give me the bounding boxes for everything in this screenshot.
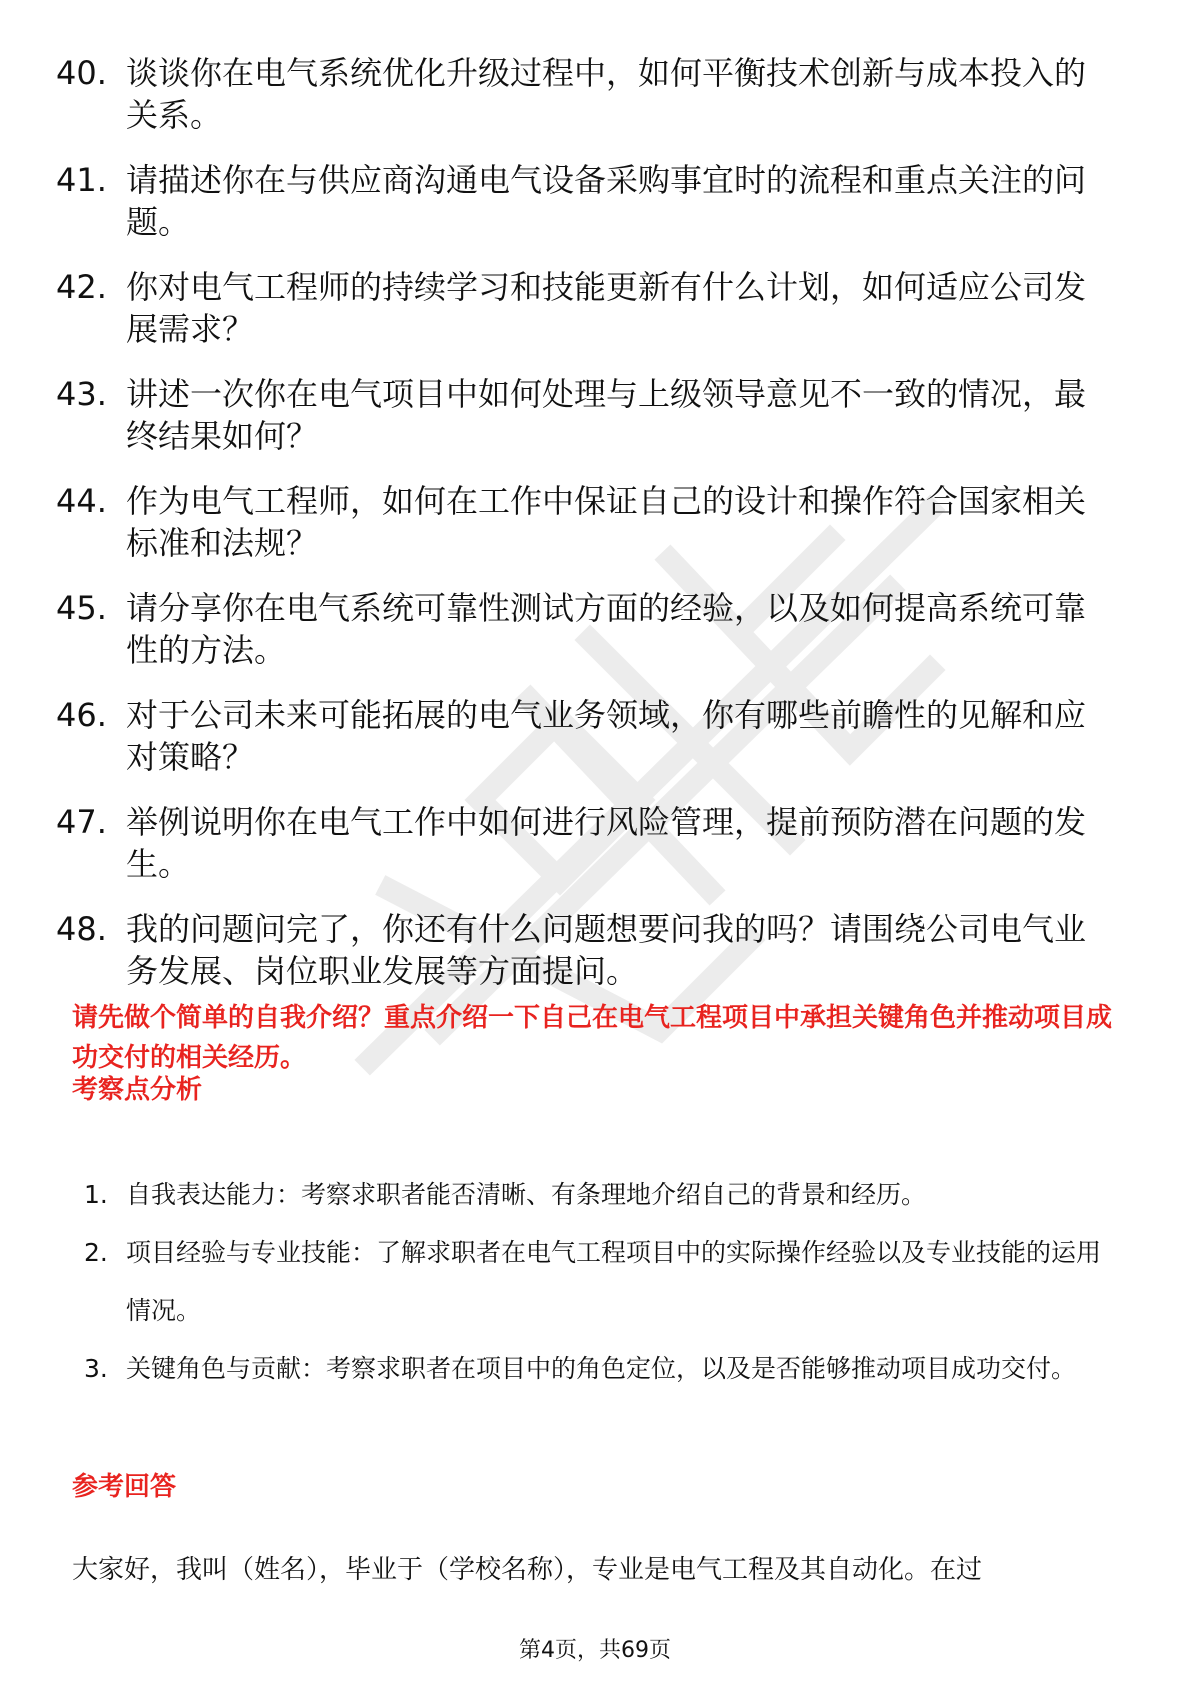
analysis-item [84, 1340, 1124, 1398]
question-text: 请描述你在与供应商沟通电气设备采购事宜时的流程和重点关注的问题。 [126, 161, 1087, 241]
question-text: 谈谈你在电气系统优化升级过程中，如何平衡技术创新与成本投入的关系。 [126, 54, 1087, 134]
question-item [56, 801, 1116, 885]
question-text: 你对电气工程师的持续学习和技能更新有什么计划，如何适应公司发展需求？ [126, 268, 1087, 348]
question-item [56, 908, 1116, 992]
question-text: 举例说明你在电气工作中如何进行风险管理，提前预防潜在问题的发生。 [126, 803, 1087, 883]
question-list [56, 52, 1116, 1015]
analysis-item [84, 1166, 1124, 1224]
question-number: 47. [56, 803, 107, 841]
question-item [56, 159, 1116, 243]
question-text: 请分享你在电气系统可靠性测试方面的经验，以及如何提高系统可靠性的方法。 [126, 589, 1087, 669]
analysis-title: 考察点分析 [72, 1075, 203, 1105]
question-item [56, 266, 1116, 350]
question-number: 46. [56, 696, 107, 734]
answer-title: 参考回答 [72, 1472, 177, 1502]
analysis-number: 2. [84, 1238, 108, 1267]
question-item [56, 587, 1116, 671]
question-number: 43. [56, 375, 107, 413]
analysis-text: 关键角色与贡献：考察求职者在项目中的角色定位，以及是否能够推动项目成功交付。 [126, 1354, 1077, 1383]
question-number: 45. [56, 589, 107, 627]
question-text: 作为电气工程师，如何在工作中保证自己的设计和操作符合国家相关标准和法规？ [126, 482, 1087, 562]
page-footer: 第4页，共69页 [519, 1638, 671, 1663]
question-item [56, 694, 1116, 778]
analysis-number: 3. [84, 1354, 108, 1383]
question-item [56, 52, 1116, 136]
answer-text: 大家好，我叫（姓名），毕业于（学校名称），专业是电气工程及其自动化。在过 [72, 1555, 983, 1585]
question-number: 44. [56, 482, 107, 520]
analysis-text: 项目经验与专业技能：了解求职者在电气工程项目中的实际操作经验以及专业技能的运用情况。 [126, 1238, 1102, 1325]
featured-question: 请先做个简单的自我介绍？重点介绍一下自己在电气工程项目中承担关键角色并推动项目成功交付的相关经历。 [72, 1003, 1113, 1073]
question-text: 对于公司未来可能拓展的电气业务领域，你有哪些前瞻性的见解和应对策略？ [126, 696, 1087, 776]
analysis-text: 自我表达能力：考察求职者能否清晰、有条理地介绍自己的背景和经历。 [126, 1180, 927, 1209]
analysis-item [84, 1224, 1124, 1340]
question-text: 我的问题问完了，你还有什么问题想要问我的吗？请围绕公司电气业务发展、岗位职业发展等方面提问。 [126, 910, 1087, 990]
question-number: 41. [56, 161, 107, 199]
question-number: 42. [56, 268, 107, 306]
analysis-number: 1. [84, 1180, 108, 1209]
question-item [56, 373, 1116, 457]
analysis-list [84, 1166, 1124, 1398]
question-number: 48. [56, 910, 107, 948]
question-item [56, 480, 1116, 564]
question-text: 讲述一次你在电气项目中如何处理与上级领导意见不一致的情况，最终结果如何？ [126, 375, 1087, 455]
question-number: 40. [56, 54, 107, 92]
